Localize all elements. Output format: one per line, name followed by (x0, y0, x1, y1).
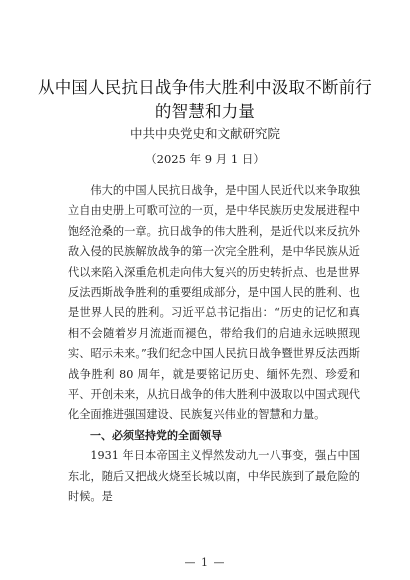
body-paragraph: 1931 年日本帝国主义悍然发动九一八事变，强占中国东北，随后又把战火烧至长城以南，中华民族到了最危险的时候。是 (68, 449, 360, 504)
document-body (68, 181, 360, 508)
page-number: — 1 — (184, 556, 226, 569)
document-title: 从中国人民抗日战争伟大胜利中汲取不断前行的智慧和力量 (38, 78, 372, 121)
body-paragraph: 伟大的中国人民抗日战争，是中国人民近代以来争取独立自由史册上可歌可泣的一页，是中华民族历史发展进程中饱经沧桑的一章。抗日战争的伟大胜利，是近代以来反抗外敌入侵的民族解放战争的第一次完全胜利，是中华民族从近代以来陷入深重危机走向伟大复兴的历史转折点、也是世界反法西斯战争胜利的重要组成部分，是中国人民的胜利、也是世界人民的胜利。习近平总书记指出：“历史的记忆和真相不会随着岁月流逝而褪色，带给我们的启迪永远映照现实、昭示未来。”我们纪念中国人民抗日战争暨世界反法西斯战争胜利 80 周年，就是要铭记历史、缅怀先烈、珍爱和平、开创未来，从抗日战争的伟大胜利中汲取以中国式现代化全面推进强国建设、民族复兴伟业的智慧和力量。 (68, 184, 360, 422)
document-date: （2025 年 9 月 1 日） (145, 152, 265, 166)
section-heading: 一、必须坚持党的全面领导 (90, 428, 222, 442)
document-author: 中共中央党史和文献研究院 (129, 126, 280, 141)
